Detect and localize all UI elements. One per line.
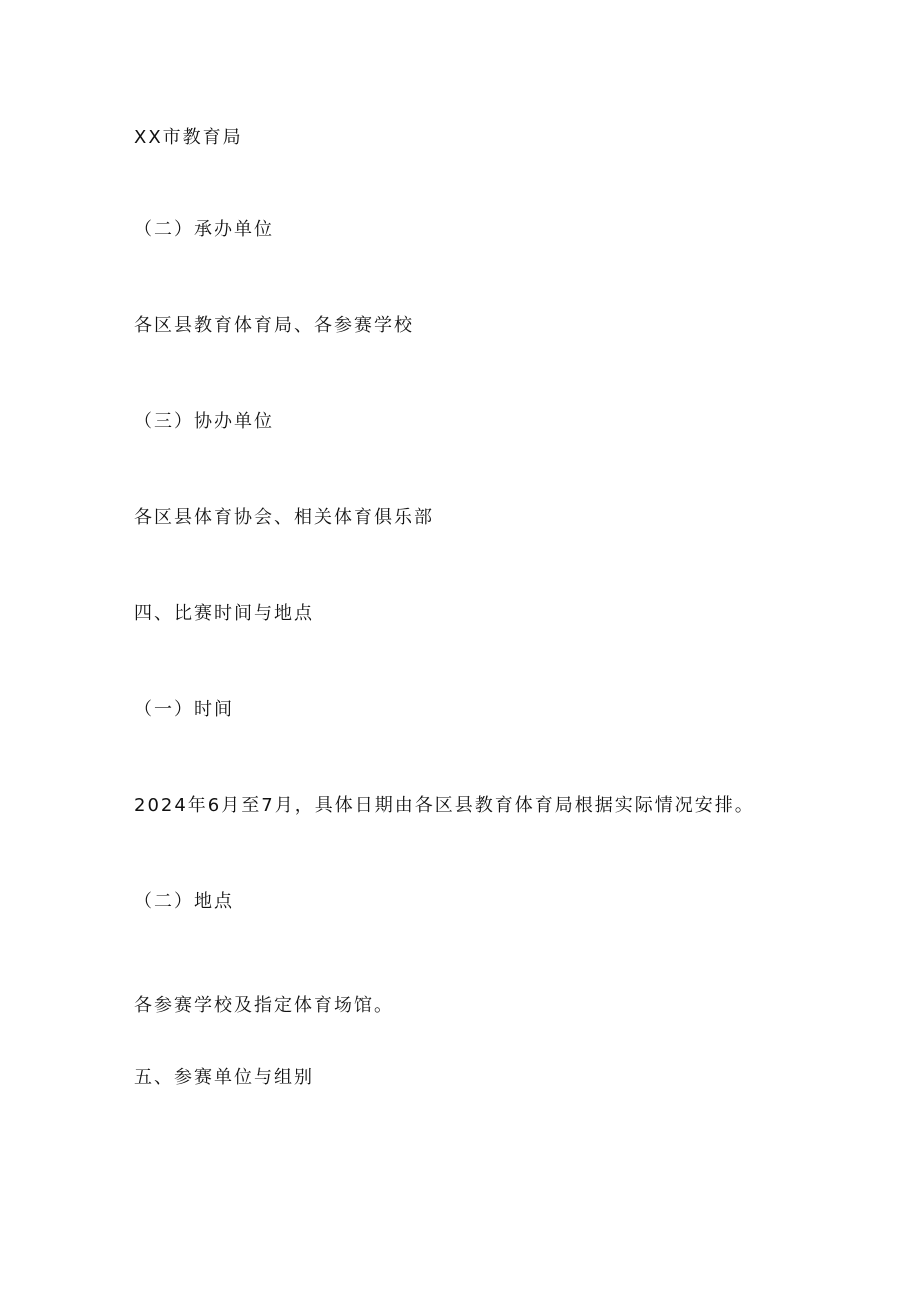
section-heading-host-unit: （二）承办单位: [134, 219, 274, 240]
section-heading-co-organizer: （三）协办单位: [134, 411, 274, 432]
location-text: 各参赛学校及指定体育场馆。: [134, 995, 394, 1016]
subheading-time: （一）时间: [134, 699, 234, 720]
organizer-name: XX市教育局: [134, 127, 243, 148]
co-organizer-text: 各区县体育协会、相关体育俱乐部: [134, 507, 434, 528]
section-heading-participants: 五、参赛单位与组别: [134, 1067, 314, 1088]
host-unit-text: 各区县教育体育局、各参赛学校: [134, 315, 414, 336]
subheading-location: （二）地点: [134, 891, 234, 912]
time-text: 2024年6月至7月，具体日期由各区县教育体育局根据实际情况安排。: [134, 795, 755, 816]
section-heading-time-location: 四、比赛时间与地点: [134, 603, 314, 624]
